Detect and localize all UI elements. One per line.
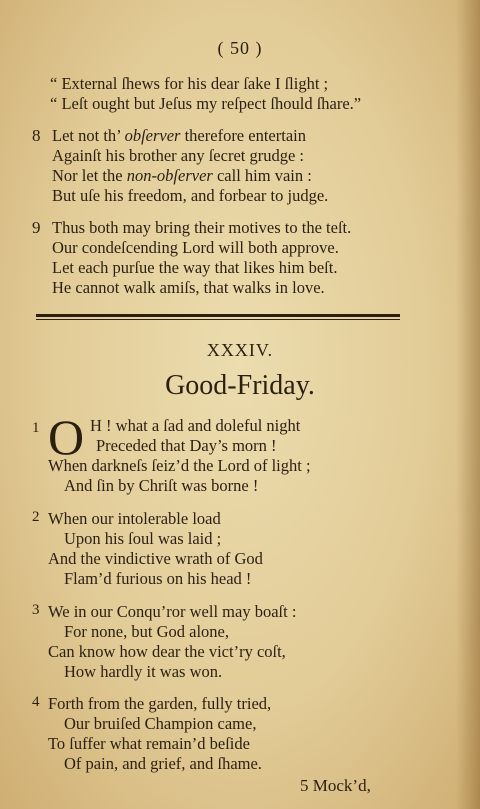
stanza3-line-4: How hardly it was won. — [64, 662, 223, 681]
verse9-line-4: He cannot walk amiſs, that walks in love. — [52, 278, 325, 297]
stanza1-line-4: And ſin by Chriſt was borne ! — [64, 476, 259, 495]
catchword: 5 Mock’d, — [300, 776, 371, 795]
stanza4-line-1: Forth from the garden, fully tried, — [48, 694, 272, 713]
verse8-line-2: Againſt his brother any ſecret grudge : — [52, 146, 305, 165]
page-number: ( 50 ) — [217, 38, 263, 58]
drop-cap: O — [48, 409, 85, 465]
verse8-line-4: But uſe his freedom, and forbear to judge. — [52, 186, 329, 205]
stanza1-line-1: H ! what a ſad and doleful night — [90, 416, 301, 435]
stanza2-line-1: When our intolerable load — [48, 509, 221, 528]
stanza1-line-2: Preceded that Day’s morn ! — [96, 436, 277, 455]
page-edge-shadow — [456, 0, 480, 809]
stanza3-line-3: Can know how dear the vict’ry coſt, — [48, 642, 286, 661]
stanza2-line-4: Flam’d furious on his head ! — [64, 569, 252, 588]
stanza4-line-2: Our bruiſed Champion came, — [64, 714, 257, 733]
stanza3-line-1: We in our Conqu’ror well may boaſt : — [48, 602, 297, 621]
stanza-number-2: 2 — [32, 509, 40, 525]
stanza-number-4: 4 — [32, 694, 40, 710]
stanza-number-1: 1 — [32, 420, 40, 436]
stanza3-line-2: For none, but God alone, — [64, 622, 229, 641]
stanza1-line-3: When darkneſs ſeiz’d the Lord of light ; — [48, 456, 311, 475]
verse9-line-3: Let each purſue the way that likes him beſt. — [52, 258, 338, 277]
verse9-line-2: Our condeſcending Lord will both approve. — [52, 238, 339, 257]
section-rule-thin — [36, 319, 400, 320]
verse8-line-3: Nor let the non-obſerver call him vain : — [52, 166, 312, 185]
stanza2-line-3: And the vindictive wrath of God — [48, 549, 263, 568]
verse-number-8: 8 — [32, 126, 41, 145]
stanza4-line-4: Of pain, and grief, and ſhame. — [64, 754, 262, 773]
quote-line-2: “ Leſt ought but Jeſus my reſpect ſhould ſhare.” — [50, 94, 362, 113]
section-rule — [36, 314, 400, 317]
verse8-line-1: Let not th’ obſerver therefore entertain — [52, 126, 306, 145]
verse9-line-1: Thus both may bring their motives to the teſt. — [52, 218, 352, 237]
verse-number-9: 9 — [32, 218, 41, 237]
stanza4-line-3: To ſuffer what remain’d beſide — [48, 734, 250, 753]
quote-line-1: “ External ſhews for his dear ſake I ſlight ; — [50, 74, 329, 93]
hymn-title: Good-Friday. — [165, 370, 315, 401]
stanza-number-3: 3 — [32, 602, 40, 618]
stanza2-line-2: Upon his ſoul was laid ; — [64, 529, 222, 548]
hymn-number: XXXIV. — [206, 340, 274, 360]
